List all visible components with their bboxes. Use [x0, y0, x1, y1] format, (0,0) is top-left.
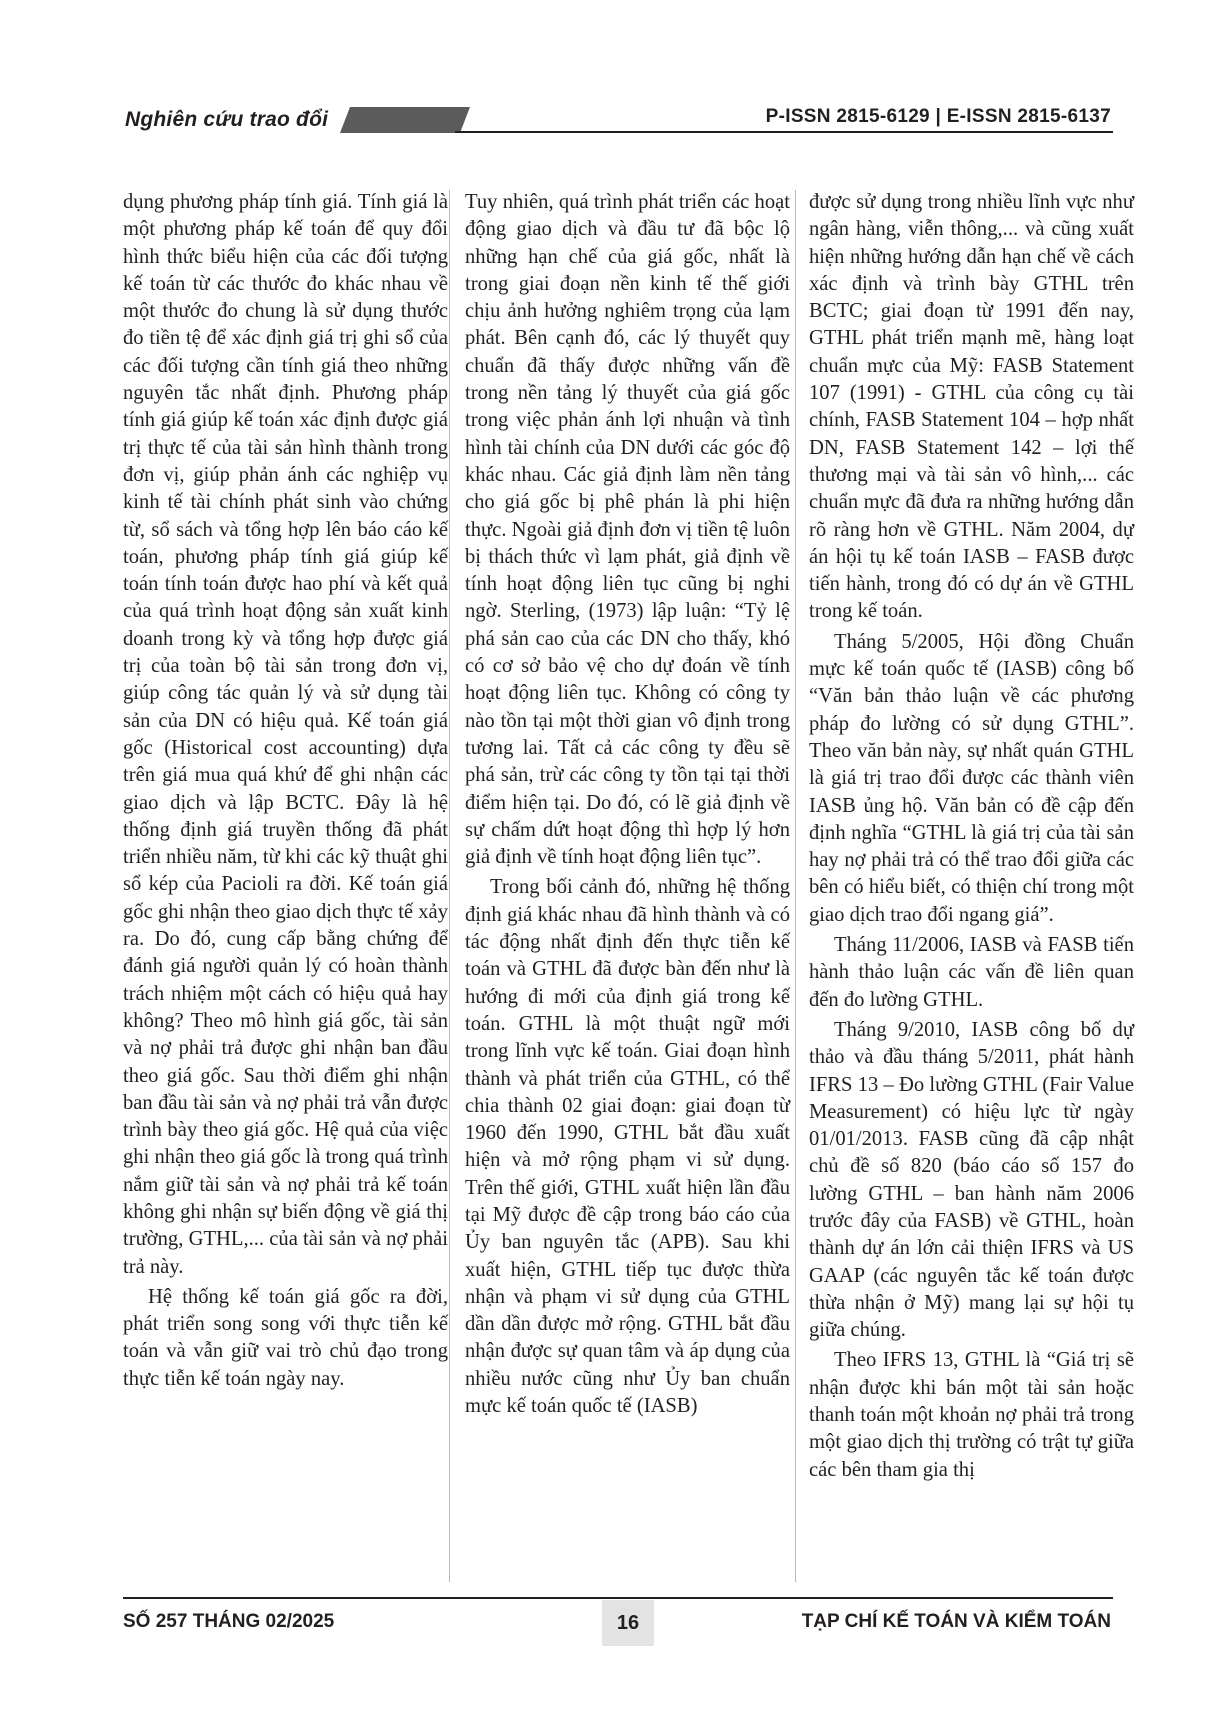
header-accent-bar — [340, 107, 470, 133]
column-divider — [795, 190, 796, 1582]
paragraph: Theo IFRS 13, GTHL là “Giá trị sẽ nhận được khi bán một tài sản hoặc thanh toán một khoản nợ phải trả trong một giao dịch thị trường có trật tự giữa các bên tham gia thị — [809, 1349, 1134, 1481]
paragraph: được sử dụng trong nhiều lĩnh vực như ngân hàng, viễn thông,... và cũng xuất hiện những hướng dẫn hạn chế về cách xác định và trình bày GTHL trên BCTC; giai đoạn từ 1991 đến nay, GTHL phát triển mạnh mẽ, hàng loạt chuẩn mực của Mỹ: FASB Statement 107 (1991) - GTHL của công cụ tài chính, FASB Statement 104 – hợp nhất DN, FASB Statement 142 – lợi thế thương mại và tài sản vô hình,... các chuẩn mực đã đưa ra những hướng dẫn rõ ràng hơn về GTHL. Năm 2004, dự án hội tụ kế toán IASB – FASB được tiến hành, trong đó có dự án về GTHL trong kế toán. — [809, 191, 1134, 623]
header-rule — [455, 131, 1113, 133]
page-header — [0, 0, 1211, 150]
paragraph: dụng phương pháp tính giá. Tính giá là một phương pháp kế toán để quy đổi hình thức biểu hiện của các đối tượng kế toán từ các thước đo khác nhau về một thước đo chung là sử dụng thước đo tiền tệ để xác định giá trị ghi sổ của các đối tượng cần tính giá theo những nguyên tắc nhất định. Phương pháp tính giá giúp kế toán xác định được giá trị thực tế của tài sản hình thành trong đơn vị, giúp phản ánh các nghiệp vụ kinh tế tài chính phát sinh vào chứng từ, sổ sách và tổng hợp lên báo cáo kế toán, phương pháp tính giá giúp kế toán tính toán được hao phí và kết quả của quá trình hoạt động sản xuất kinh doanh trong kỳ và tổng hợp được giá trị của toàn bộ tài sản trong đơn vị, giúp công tác quản lý và sử dụng tài sản của DN có hiệu quả. Kế toán giá gốc (Historical cost accounting) dựa trên giá mua quá khứ để ghi nhận các giao dịch và lập BCTC. Đây là hệ thống định giá truyền thống đã phát triển nhiều năm, từ khi các kỹ thuật ghi sổ kép của Pacioli ra đời. Kế toán giá gốc ghi nhận theo giao dịch thực tế xảy ra. Do đó, cung cấp bằng chứng để đánh giá người quản lý có hoàn thành trách nhiệm một cách có hiệu quả hay không? Theo mô hình giá gốc, tài sản và nợ phải trả được ghi nhận ban đầu theo giá gốc. Sau thời điểm ghi nhận ban đầu tài sản và nợ phải trả vẫn được trình bày theo giá gốc. Hệ quả của việc ghi nhận theo giá gốc là trong quá trình nắm giữ tài sản và nợ phải trả kế toán không ghi nhận sự biến động về giá thị trường, GTHL,... của tài sản và nợ phải trả này. — [123, 191, 448, 1278]
footer-rule — [123, 1597, 1113, 1599]
issn-label: P-ISSN 2815-6129 | E-ISSN 2815-6137 — [765, 106, 1111, 127]
paragraph: Tuy nhiên, quá trình phát triển các hoạt động giao dịch và đầu tư đã bộc lộ những hạn chế của giá gốc, nhất là trong giai đoạn nền kinh tế thế giới chịu ảnh hưởng nghiêm trọng của lạm phát. Bên cạnh đó, các lý thuyết quy chuẩn đã thấy được những vấn đề trong nền tảng lý thuyết của giá gốc trong việc phản ánh lợi nhuận và tình hình tài chính của DN dưới các góc độ khác nhau. Các giả định làm nền tảng cho giá gốc bị phê phán là phi hiện thực. Ngoài giả định đơn vị tiền tệ luôn bị thách thức vì lạm phát, giả định về tính hoạt động liên tục cũng bị nghi ngờ. Sterling, (1973) lập luận: “Tỷ lệ phá sản cao của các DN cho thấy, khó có cơ sở bảo vệ cho dự đoán về tính hoạt động liên tục. Không có công ty nào tồn tại một thời gian vô định trong tương lai. Tất cả các công ty đều sẽ phá sản, trừ các công ty tồn tại tại thời điểm hiện tại. Do đó, có lẽ giả định về sự chấm dứt hoạt động thì hợp lý hơn giả định về tính hoạt động liên tục”. — [465, 191, 790, 869]
paragraph: Trong bối cảnh đó, những hệ thống định giá khác nhau đã hình thành và có tác động nhất định đến thực tiễn kế toán và GTHL đã được bàn đến như là hướng đi mới của định giá trong kế toán. GTHL là một thuật ngữ mới trong lĩnh vực kế toán. Giai đoạn hình thành và phát triển của GTHL, có thể chia thành 02 giai đoạn: giai đoạn từ 1960 đến 1990, GTHL bắt đầu xuất hiện và mở rộng phạm vi sử dụng. Trên thế giới, GTHL xuất hiện lần đầu tại Mỹ được đề cập trong báo cáo của Ủy ban nguyên tắc (APB). Sau khi xuất hiện, GTHL tiếp tục được thừa nhận và phạm vi sử dụng của GTHL dần dần được mở rộng. GTHL bắt đầu nhận được sự quan tâm và áp dụng của nhiều nước cũng như Ủy ban chuẩn mực kế toán quốc tế (IASB) — [465, 876, 790, 1418]
page-number — [602, 1600, 654, 1646]
paragraph: Tháng 9/2010, IASB công bố dự thảo và đầu tháng 5/2011, phát hành IFRS 13 – Đo lường GTHL (Fair Value Measurement) có hiệu lực từ ngày 01/01/2013. FASB cũng đã cập nhật chủ đề số 820 (báo cáo số 157 đo lường GTHL – ban hành năm 2006 trước đây của FASB) về GTHL, hoàn thành dự án lớn cải thiện IFRS và US GAAP (các nguyên tắc kế toán được thừa nhận ở Mỹ) mang lại sự hội tụ giữa chúng. — [809, 1018, 1134, 1342]
text-column-3 — [809, 189, 1134, 1484]
section-title: Nghiên cứu trao đổi — [125, 108, 329, 131]
paragraph: Tháng 5/2005, Hội đồng Chuẩn mực kế toán quốc tế (IASB) công bố “Văn bản thảo luận về các phương pháp đo lường có sử dụng GTHL”. Theo văn bản này, sự nhất quán GTHL là giá trị trao đổi được các thành viên IASB ủng hộ. Văn bản có đề cập đến định nghĩa “GTHL là giá trị của tài sản hay nợ phải trả có thể trao đổi giữa các bên có hiểu biết, có thiện chí trong một giao dịch trao đổi ngang giá”. — [809, 630, 1134, 926]
issue-label: SỐ 257 THÁNG 02/2025 — [123, 1611, 335, 1632]
paragraph: Tháng 11/2006, IASB và FASB tiến hành thảo luận các vấn đề liên quan đến đo lường GTHL. — [809, 934, 1134, 1011]
page-number-text: 16 — [616, 1611, 640, 1634]
journal-name: TẠP CHÍ KẾ TOÁN VÀ KIỂM TOÁN — [801, 1611, 1111, 1632]
text-column-1 — [123, 189, 448, 1393]
text-column-2 — [465, 189, 790, 1420]
paragraph: Hệ thống kế toán giá gốc ra đời, phát triển song song với thực tiễn kế toán và vẫn giữ vai trò chủ đạo trong thực tiễn kế toán ngày nay. — [123, 1285, 448, 1390]
column-divider — [449, 190, 450, 1582]
